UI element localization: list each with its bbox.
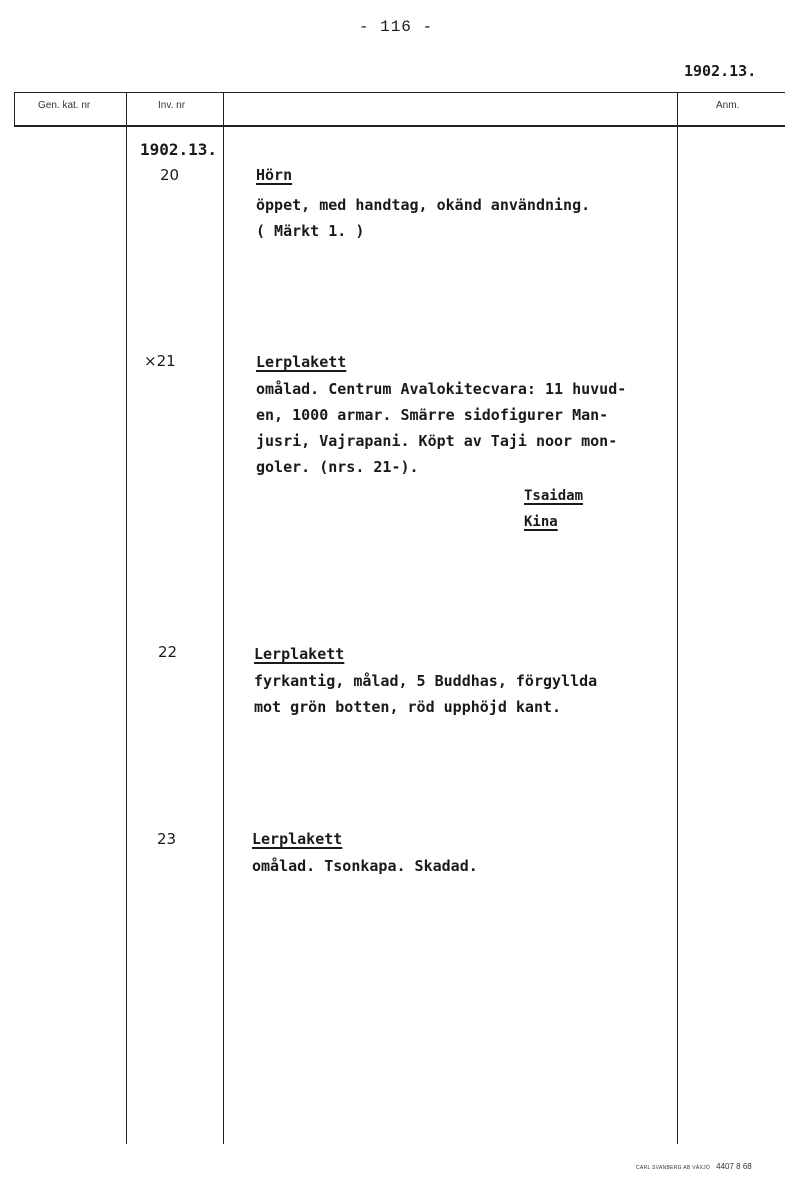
group-header: 1902.13. <box>140 140 218 159</box>
entry-title: Lerplakett <box>256 353 347 371</box>
entry-line: en, 1000 armar. Smärre sidofigurer Man- <box>256 406 609 424</box>
entry-line: fyrkantig, målad, 5 Buddhas, förgyllda <box>254 672 598 690</box>
left-border <box>14 92 15 126</box>
header-gen-kat-nr: Gen. kat. nr <box>38 100 91 111</box>
entry-title: Lerplakett <box>252 830 343 848</box>
header-top-rule <box>14 92 785 93</box>
entry-line: jusri, Vajrapani. Köpt av Taji noor mon- <box>256 432 618 450</box>
entry-number: 20 <box>160 166 180 184</box>
location-region: Tsaidam <box>524 488 584 504</box>
entry-title: Hörn <box>256 166 293 184</box>
entry-number: 23 <box>157 830 177 848</box>
form-code: 4407 8 68 <box>716 1162 752 1171</box>
column-rule-1 <box>126 92 127 1144</box>
entry-line: omålad. Centrum Avalokitecvara: 11 huvud- <box>256 380 627 398</box>
entry-number: 22 <box>158 643 178 661</box>
entry-line: ( Märkt 1. ) <box>256 222 365 240</box>
footer <box>636 1162 752 1171</box>
entry-line: mot grön botten, röd upphöjd kant. <box>254 698 562 716</box>
location-country: Kina <box>524 514 558 530</box>
entry-number: ×21 <box>144 352 176 370</box>
entry-line: omålad. Tsonkapa. Skadad. <box>252 857 478 875</box>
entry-title: Lerplakett <box>254 645 345 663</box>
collection-id: 1902.13. <box>684 62 757 80</box>
header-inv-nr: Inv. nr <box>158 100 186 111</box>
column-rule-2 <box>223 92 224 1144</box>
entry-line: öppet, med handtag, okänd användning. <box>256 196 591 214</box>
column-rule-3 <box>677 92 678 1144</box>
entry-line: goler. (nrs. 21-). <box>256 458 419 476</box>
header-anm: Anm. <box>716 100 740 111</box>
printer-imprint: CARL SVANBERG AB VÄXJÖ <box>636 1165 711 1171</box>
header-bottom-rule <box>14 125 785 127</box>
page-number: - 116 - <box>358 18 434 36</box>
